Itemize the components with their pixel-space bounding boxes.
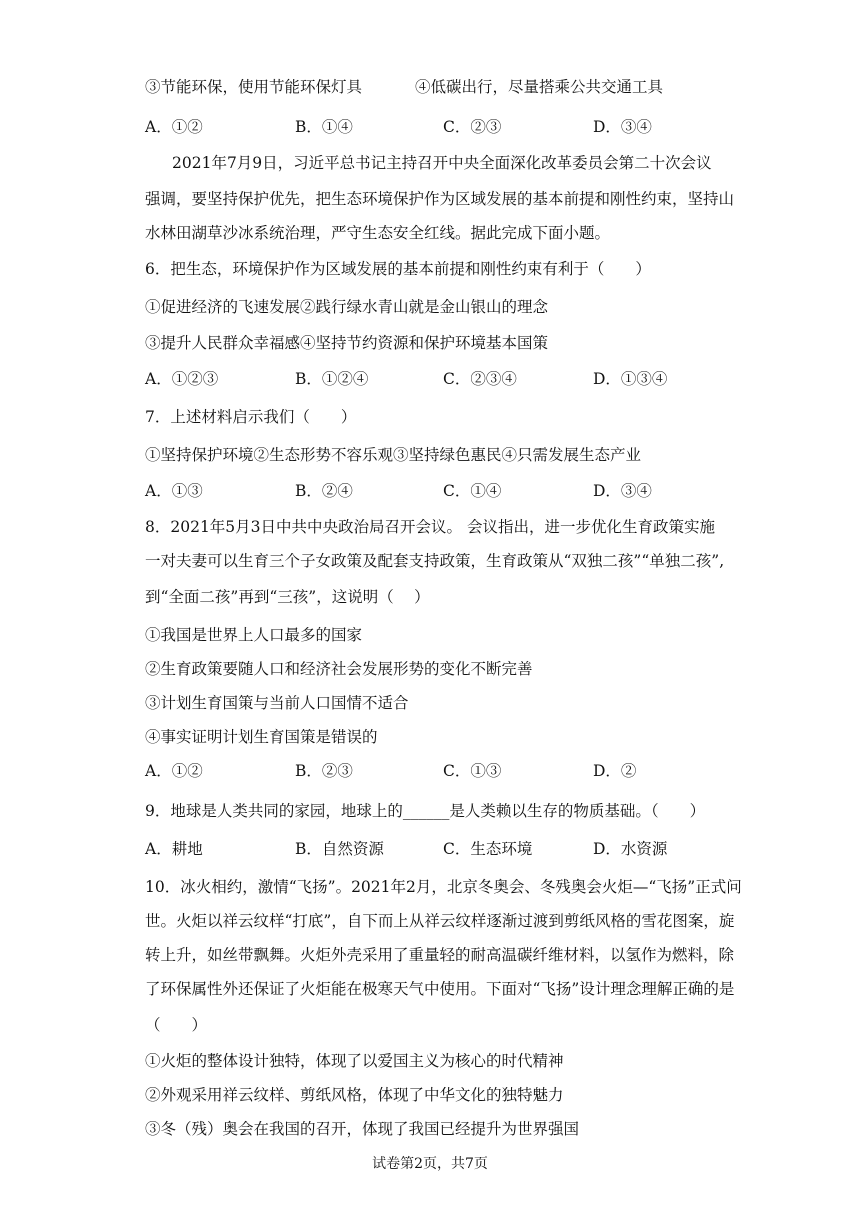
question-9-stem: 9．地球是人类共同的家园，地球上的______是人类赖以生存的物质基础。（ ） xyxy=(145,802,706,820)
q7-option-d[interactable]: D．③④ xyxy=(593,482,652,500)
q6-option-c[interactable]: C．②③④ xyxy=(443,370,517,388)
question-10-stem-line-4: 了环保属性外还保证了火炬能在极寒天气中使用。下面对“飞扬”设计理念理解正确的是 xyxy=(145,980,735,998)
question-8-statement-1: ①我国是世界上人口最多的国家 xyxy=(145,626,363,644)
q5-option-c[interactable]: C．②③ xyxy=(443,118,502,136)
question-10-statement-1: ①火炬的整体设计独特，体现了以爱国主义为核心的时代精神 xyxy=(145,1052,564,1070)
question-10-stem-line-2: 世。火炬以祥云纹样“打底”，自下而上从祥云纹样逐渐过渡到剪纸风格的雪花图案，旋 xyxy=(145,912,735,930)
page-footer: 试卷第2页，共7页 xyxy=(372,1156,488,1172)
question-10-statement-2: ②外观采用祥云纹样、剪纸风格，体现了中华文化的独特魅力 xyxy=(145,1086,564,1104)
q8-option-d[interactable]: D．② xyxy=(593,762,637,780)
q8-option-a[interactable]: A．①② xyxy=(145,762,203,780)
q5-option-b[interactable]: B．①④ xyxy=(295,118,353,136)
question-8-statement-4: ④事实证明计划生育国策是错误的 xyxy=(145,728,378,746)
question-10-stem-line-5: （ ） xyxy=(145,1016,208,1034)
q8-option-c[interactable]: C．①③ xyxy=(443,762,502,780)
q9-option-c[interactable]: C．生态环境 xyxy=(443,840,533,858)
q9-option-a[interactable]: A．耕地 xyxy=(145,840,203,858)
material-paragraph-line-2: 强调，要坚持保护优先，把生态环境保护作为区域发展的基本前提和刚性约束，坚持山 xyxy=(145,190,735,208)
q7-option-c[interactable]: C．①④ xyxy=(443,482,502,500)
q8-option-b[interactable]: B．②③ xyxy=(295,762,353,780)
q7-option-b[interactable]: B．②④ xyxy=(295,482,353,500)
question-10-statement-3: ③冬（残）奥会在我国的召开，体现了我国已经提升为世界强国 xyxy=(145,1120,580,1138)
q5-statement-row xyxy=(145,76,664,98)
q7-option-a[interactable]: A．①③ xyxy=(145,482,203,500)
question-10-stem-line-1: 10．冰火相约，激情“飞扬”。2021年2月，北京冬奥会、冬残奥会火炬—“飞扬”正式问 xyxy=(145,878,742,896)
q9-option-d[interactable]: D．水资源 xyxy=(593,840,668,858)
q5-option-d[interactable]: D．③④ xyxy=(593,118,652,136)
q5-statement-4: ④低碳出行，尽量搭乘公共交通工具 xyxy=(415,78,664,96)
material-paragraph-line-3: 水林田湖草沙冰系统治理，严守生态安全红线。据此完成下面小题。 xyxy=(145,224,611,242)
q5-statement-3: ③节能环保，使用节能环保灯具 xyxy=(145,78,363,96)
q6-option-d[interactable]: D．①③④ xyxy=(593,370,668,388)
question-8-stem-line-2: 一对夫妻可以生育三个子女政策及配套支持政策，生育政策从“双独二孩”“单独二孩”, xyxy=(145,552,725,570)
material-paragraph-line-1: 2021年7月9日，习近平总书记主持召开中央全面深化改革委员会第二十次会议 xyxy=(172,154,712,172)
question-8-statement-3: ③计划生育国策与当前人口国情不适合 xyxy=(145,694,409,712)
question-8-stem-line-1: 8．2021年5月3日中共中央政治局召开会议。 会议指出，进一步优化生育政策实施 xyxy=(145,518,715,536)
q5-option-a[interactable]: A．①② xyxy=(145,118,203,136)
question-6-stem: 6．把生态，环境保护作为区域发展的基本前提和刚性约束有利于（ ） xyxy=(145,260,651,278)
question-8-stem-line-3: 到“全面二孩”再到“三孩”，这说明（ ） xyxy=(145,588,430,606)
question-7-statements: ①坚持保护环境②生态形势不容乐观③坚持绿色惠民④只需发展生态产业 xyxy=(145,446,642,464)
question-8-statement-2: ②生育政策要随人口和经济社会发展形势的变化不断完善 xyxy=(145,660,533,678)
q6-option-b[interactable]: B．①②④ xyxy=(295,370,369,388)
question-6-statements-1: ①促进经济的飞速发展②践行绿水青山就是金山银山的理念 xyxy=(145,298,549,316)
q6-option-a[interactable]: A．①②③ xyxy=(145,370,219,388)
question-10-stem-line-3: 转上升，如丝带飘舞。火炬外壳采用了重量轻的耐高温碳纤维材料，以氢作为燃料，除 xyxy=(145,946,735,964)
question-7-stem: 7．上述材料启示我们（ ） xyxy=(145,408,357,426)
question-6-statements-2: ③提升人民群众幸福感④坚持节约资源和保护环境基本国策 xyxy=(145,334,549,352)
q9-option-b[interactable]: B．自然资源 xyxy=(295,840,384,858)
